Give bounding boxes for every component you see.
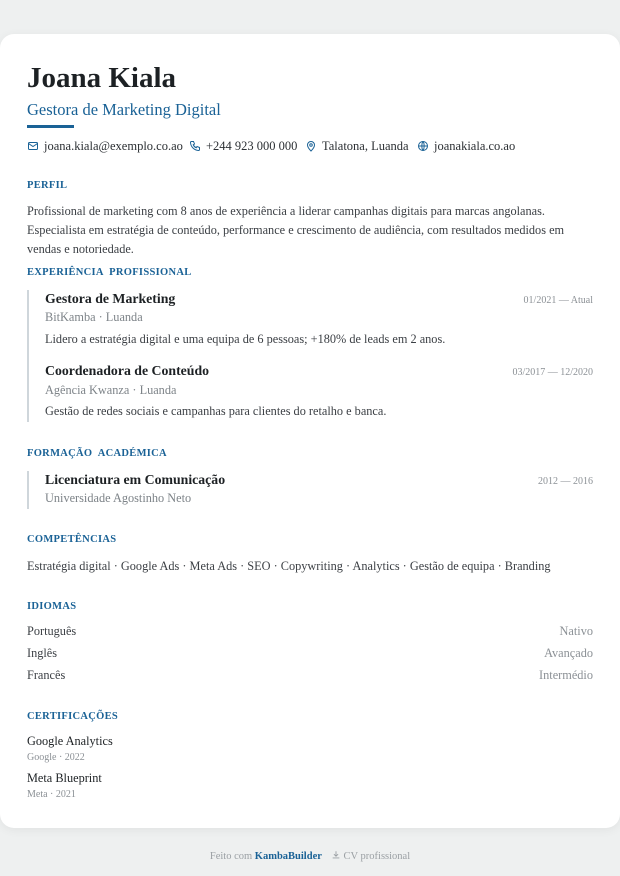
certification-meta: Google · 2022 bbox=[27, 752, 85, 763]
job-organization: BitKamba · Luanda bbox=[45, 310, 143, 324]
location-icon bbox=[305, 140, 317, 152]
footer-brand-link[interactable]: KambaBuilder bbox=[254, 851, 322, 862]
job-description: Lidero a estratégia digital e uma equipa de 6 pessoas; +180% de leads em 2 anos. bbox=[45, 332, 446, 346]
section-heading-languages: IDIOMAS bbox=[27, 601, 77, 612]
skills-list: Estratégia digital · Google Ads · Meta Ads · SEO · Copywriting · Analytics · Gestão de equipa · Branding bbox=[27, 559, 551, 573]
job-date: 03/2017 — 12/2020 bbox=[512, 367, 593, 378]
contact-phone-text: +244 923 000 000 bbox=[206, 138, 298, 153]
profile-text: Profissional de marketing com 8 anos de experiência a liderar campanhas digitais para marcas angolanas. Especialista em estratégia de conteúdo, performance e crescimento de audiência, com resultados medidos em vendas e notoriedade. bbox=[27, 204, 565, 256]
experience-timeline-bar bbox=[27, 290, 29, 422]
language-level: Avançado bbox=[544, 646, 593, 660]
contact-website-text: joanakiala.co.ao bbox=[434, 138, 516, 153]
education-timeline-bar bbox=[27, 471, 29, 509]
job-description: Gestão de redes sociais e campanhas para clientes do retalho e banca. bbox=[45, 404, 387, 418]
section-heading-experience: EXPERIÊNCIA PROFISSIONAL bbox=[27, 267, 192, 278]
contact-email[interactable] bbox=[27, 137, 183, 155]
footer-prefix: Feito com bbox=[209, 851, 253, 862]
education-degree: Licenciatura em Comunicação bbox=[45, 472, 226, 487]
candidate-role: Gestora de Marketing Digital bbox=[27, 100, 221, 119]
job-organization: Agência Kwanza · Luanda bbox=[45, 383, 177, 397]
section-heading-skills: COMPETÊNCIAS bbox=[27, 534, 117, 545]
cv-card bbox=[0, 34, 620, 828]
language-level: Intermédio bbox=[539, 668, 593, 682]
contact-location bbox=[305, 137, 409, 155]
language-name: Inglês bbox=[27, 646, 58, 660]
certification-name: Meta Blueprint bbox=[27, 771, 102, 785]
education-date: 2012 — 2016 bbox=[538, 476, 593, 487]
footer bbox=[0, 850, 620, 862]
contact-location-text: Talatona, Luanda bbox=[322, 138, 409, 153]
language-name: Francês bbox=[27, 668, 66, 682]
education-institution: Universidade Agostinho Neto bbox=[45, 491, 192, 505]
language-name: Português bbox=[27, 624, 77, 638]
mail-icon bbox=[27, 140, 39, 152]
download-label: CV profissional bbox=[343, 851, 411, 862]
language-level: Nativo bbox=[559, 624, 593, 638]
certification-meta: Meta · 2021 bbox=[27, 789, 76, 800]
section-heading-certifications: CERTIFICAÇÕES bbox=[27, 711, 119, 722]
download-button[interactable] bbox=[325, 851, 411, 862]
job-date: 01/2021 — Atual bbox=[523, 295, 593, 306]
candidate-name: Joana Kiala bbox=[27, 62, 177, 94]
contact-email-text: joana.kiala@exemplo.co.ao bbox=[44, 138, 183, 153]
section-heading-profile: PERFIL bbox=[27, 180, 68, 191]
certification-name: Google Analytics bbox=[27, 734, 113, 748]
globe-icon bbox=[417, 140, 429, 152]
contact-website[interactable] bbox=[417, 137, 515, 155]
contact-phone[interactable] bbox=[189, 137, 297, 155]
job-title: Coordenadora de Conteúdo bbox=[45, 363, 210, 378]
job-title: Gestora de Marketing bbox=[45, 291, 176, 306]
section-heading-education: FORMAÇÃO ACADÉMICA bbox=[27, 448, 167, 459]
phone-icon bbox=[189, 140, 201, 152]
download-icon bbox=[331, 850, 341, 860]
accent-rule bbox=[27, 125, 74, 128]
